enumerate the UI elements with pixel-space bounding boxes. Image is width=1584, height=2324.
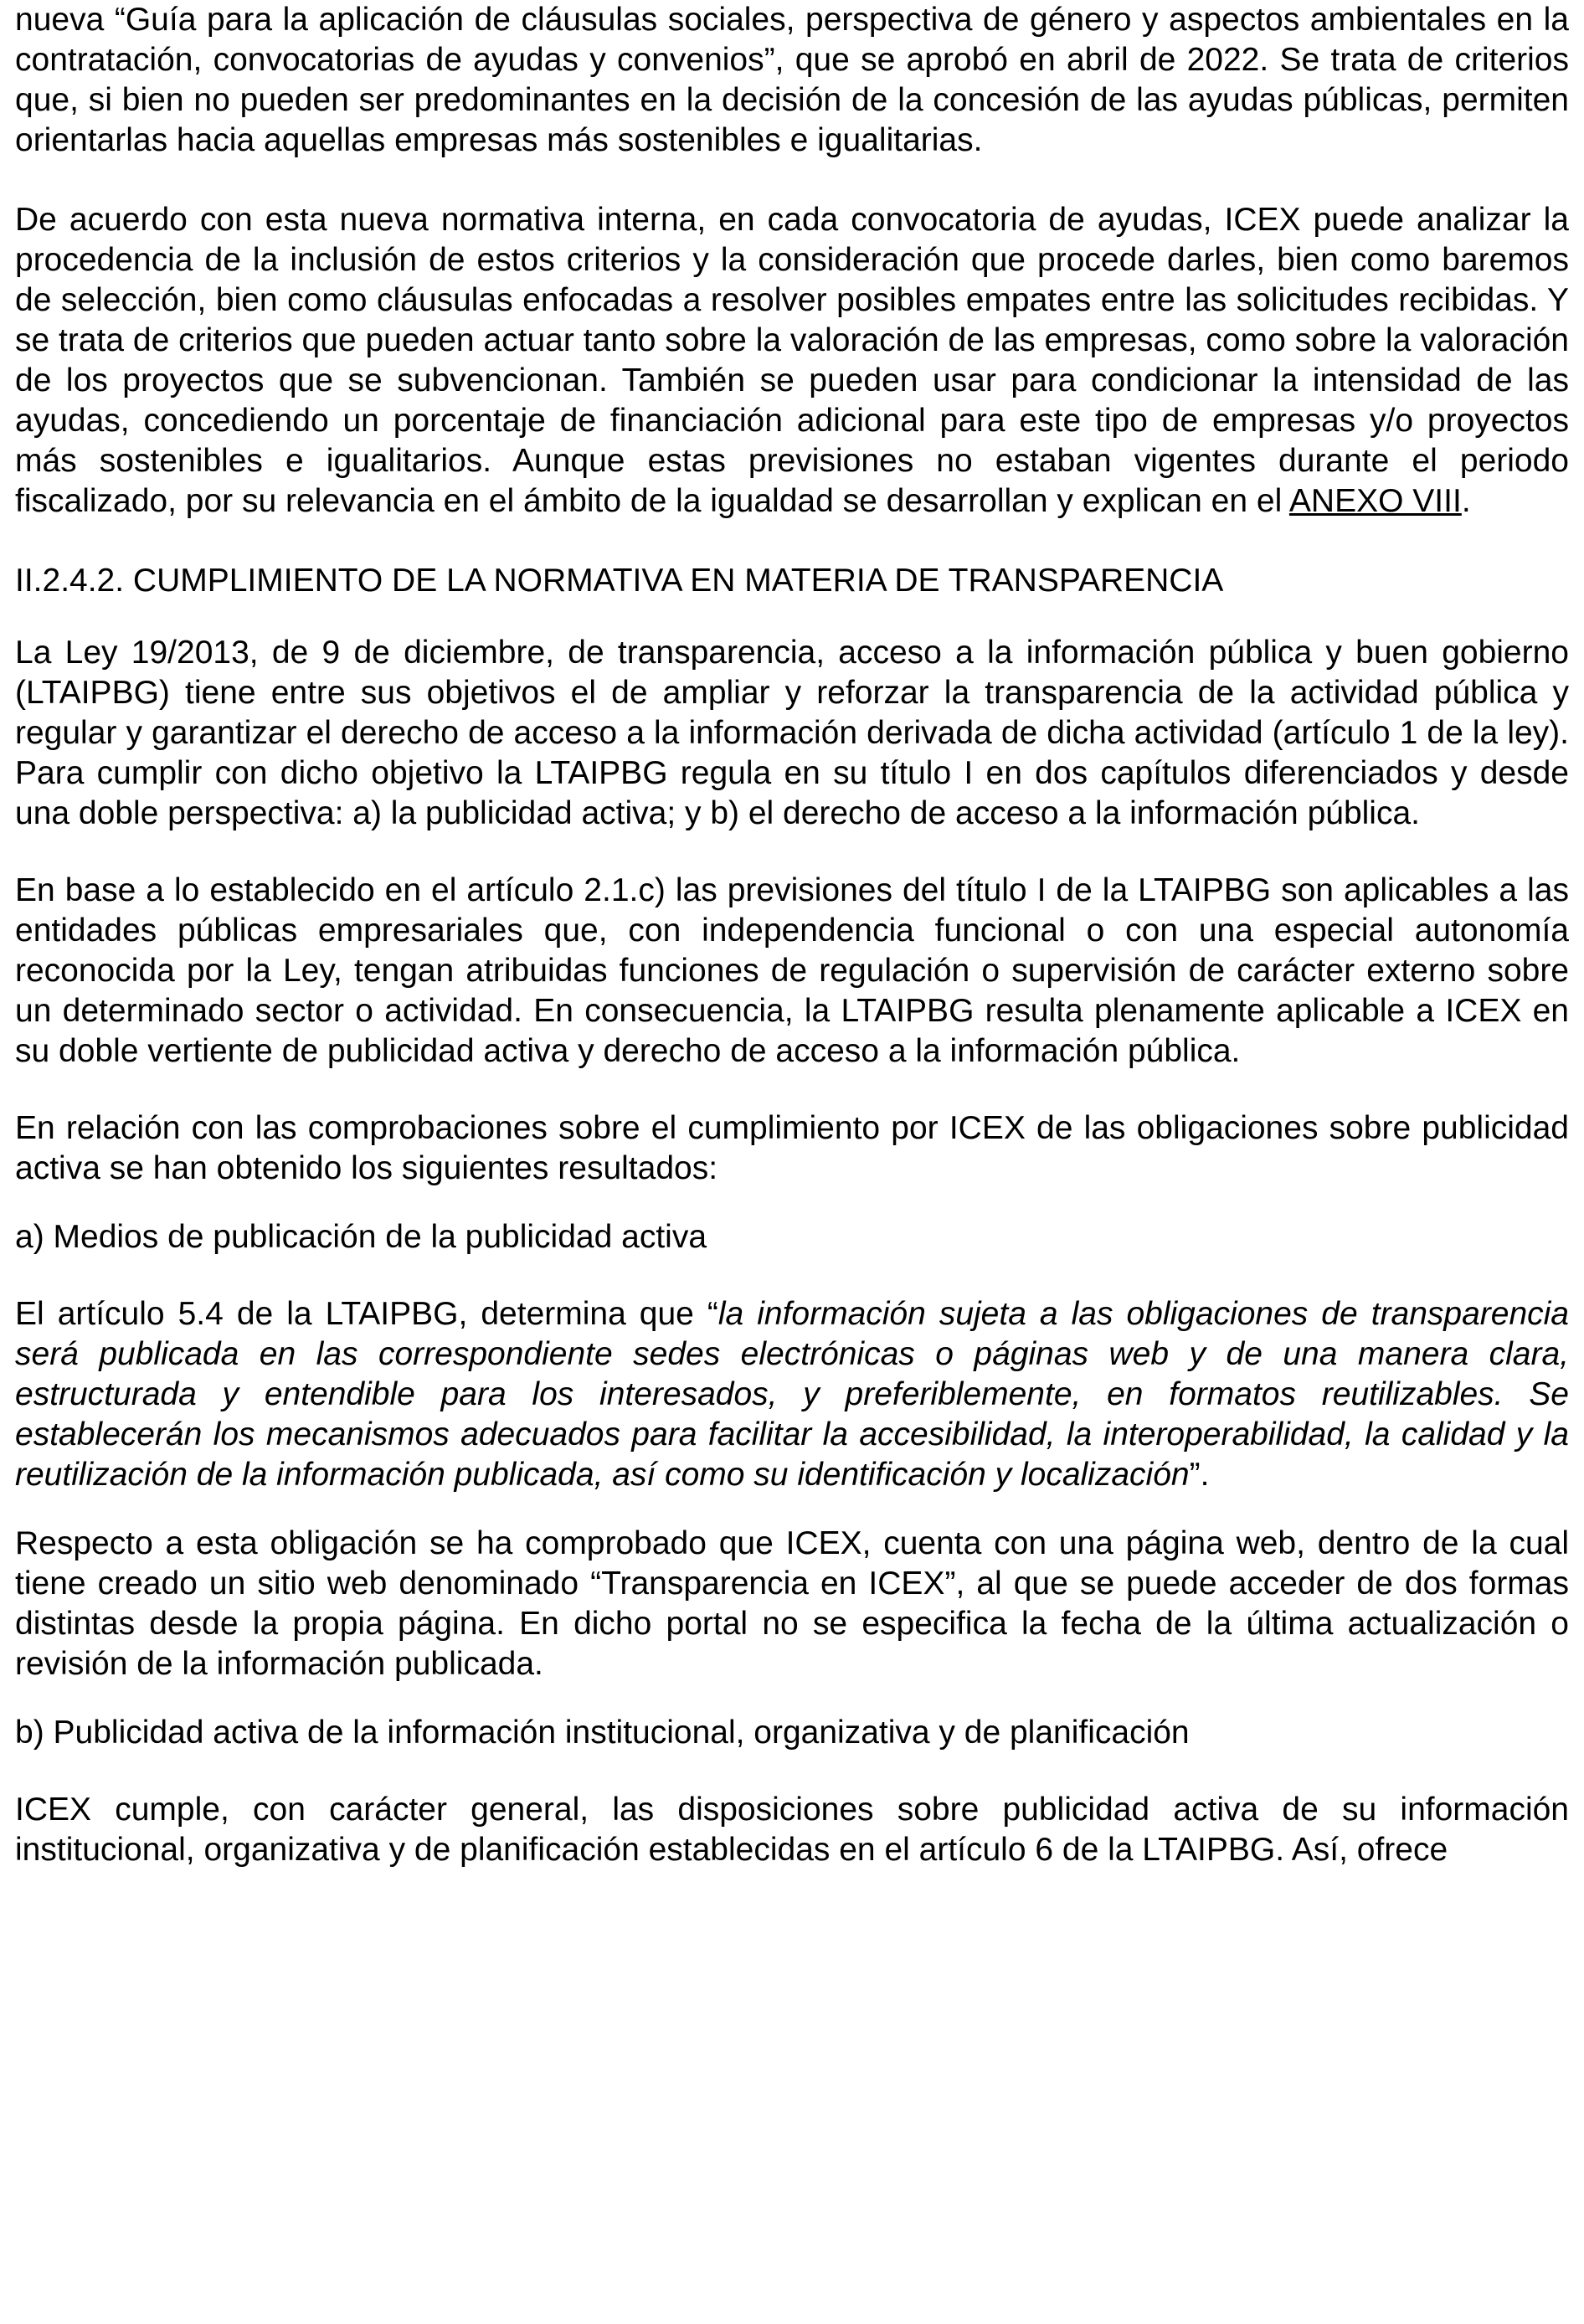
subheading-medios-publicacion: a) Medios de publicación de la publicidad activa (15, 1219, 707, 1255)
subheading-publicidad-activa: b) Publicidad activa de la información institucional, organizativa y de planificación (15, 1715, 1190, 1751)
anexo-viii-link[interactable]: ANEXO VIII (1288, 483, 1462, 519)
paragraph-articulo-5-4 (15, 1294, 1569, 1495)
paragraph-normativa-interna (15, 200, 1569, 522)
paragraph-articulo-2-1-c: En base a lo establecido en el artículo 2.1.c) las previsiones del título I de la LTAIPBG son aplicables a las entidades públicas empresariales que, con independencia funcional o con una especial autonomía reconocida por la Ley, tengan atribuidas funciones de regulación o supervisión de carácter externo sobre un determinado sector o actividad. En consecuencia, la LTAIPBG resulta plenamente aplicable a ICEX en su doble vertiente de publicidad activa y derecho de acceso a la información pública. (15, 872, 1569, 1069)
document-page (15, 0, 1569, 1870)
quote-articulo-5-4: la información sujeta a las obligaciones de transparencia será publicada en las correspondiente sedes electrónicas o páginas web y de una manera clara, estructurada y entendible para los interesados, y preferiblemente, en formatos reutilizables. Se establecerán los mecanismos adecuados para facilitar la accesibilidad, la interoperabilidad, la calidad y la reutilización de la información publicada, así como su identificación y localización (15, 1296, 1569, 1493)
paragraph-icex-cumple: ICEX cumple, con carácter general, las disposiciones sobre publicidad activa de su información institucional, organizativa y de planificación establecidas en el artículo 6 de la LTAIPBG. Así, ofrece (15, 1792, 1569, 1868)
paragraph-normativa-interna-end: . (1461, 483, 1471, 519)
paragraph-articulo-5-4-start: El artículo 5.4 de la LTAIPBG, determina que “ (15, 1296, 718, 1332)
paragraph-articulo-5-4-end: ”. (1189, 1457, 1210, 1493)
section-heading-transparencia: II.2.4.2. CUMPLIMIENTO DE LA NORMATIVA EN MATERIA DE TRANSPARENCIA (15, 563, 1224, 599)
paragraph-guia-clausulas: nueva “Guía para la aplicación de cláusulas sociales, perspectiva de género y aspectos ambientales en la contratación, convocatorias de ayudas y convenios”, que se aprobó en abril de 2022. Se trata de criterios que, si bien no pueden ser predominantes en la decisión de la concesión de las ayudas públicas, permiten orientarlas hacia aquellas empresas más sostenibles e igualitarias. (15, 2, 1569, 158)
paragraph-pagina-web: Respecto a esta obligación se ha comprobado que ICEX, cuenta con una página web, dentro de la cual tiene creado un sitio web denominado “Transparencia en ICEX”, al que se puede acceder de dos formas distintas desde la propia página. En dicho portal no se especifica la fecha de la última actualización o revisión de la información publicada. (15, 1525, 1569, 1682)
paragraph-comprobaciones: En relación con las comprobaciones sobre el cumplimiento por ICEX de las obligaciones sobre publicidad activa se han obtenido los siguientes resultados: (15, 1110, 1569, 1186)
paragraph-ley-19-2013: La Ley 19/2013, de 9 de diciembre, de transparencia, acceso a la información pública y buen gobierno (LTAIPBG) tiene entre sus objetivos el de ampliar y reforzar la transparencia de la actividad pública y regular y garantizar el derecho de acceso a la información derivada de dicha actividad (artículo 1 de la ley). Para cumplir con dicho objetivo la LTAIPBG regula en su título I en dos capítulos diferenciados y desde una doble perspectiva: a) la publicidad activa; y b) el derecho de acceso a la información pública. (15, 635, 1569, 831)
paragraph-normativa-interna-text: De acuerdo con esta nueva normativa interna, en cada convocatoria de ayudas, ICEX puede analizar la procedencia de la inclusión de estos criterios y la consideración que procede darles, bien como baremos de selección, bien como cláusulas enfocadas a resolver posibles empates entre las solicitudes recibidas. Y se trata de criterios que pueden actuar tanto sobre la valoración de las empresas, como sobre la valoración de los proyectos que se subvencionan. También se pueden usar para condicionar la intensidad de las ayudas, concediendo un porcentaje de financiación adicional para este tipo de empresas y/o proyectos más sostenibles e igualitarios. Aunque estas previsiones no estaban vigentes durante el periodo fiscalizado, por su relevancia en el ámbito de la igualdad se desarrollan y explican en el (15, 202, 1569, 519)
